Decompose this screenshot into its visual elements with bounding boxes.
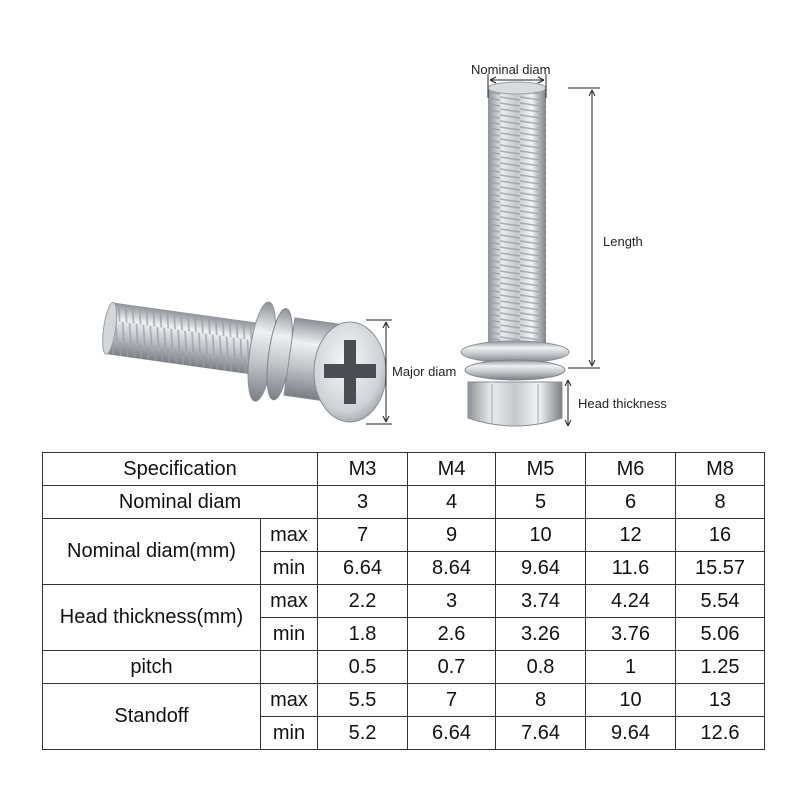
row-label: Nominal diam [43,486,318,519]
table-cell: 0.5 [318,651,408,684]
size-header: M6 [586,453,676,486]
table-cell: 7 [318,519,408,552]
table-cell: 9.64 [586,717,676,750]
table-cell: 12 [586,519,676,552]
table-header-row [43,453,765,486]
size-header: M3 [318,453,408,486]
table-cell: 16 [676,519,765,552]
row-label: Head thickness(mm) [43,585,261,651]
table-cell: 0.7 [408,651,496,684]
table-cell: 13 [676,684,765,717]
table-cell: 1.25 [676,651,765,684]
table-cell: 3.26 [496,618,586,651]
table-cell: 5.2 [318,717,408,750]
specification-header: Specification [43,453,318,486]
head-thickness-annotation: Head thickness [578,396,667,411]
table-cell: 5.54 [676,585,765,618]
table-cell: 10 [586,684,676,717]
row-label: Standoff [43,684,261,750]
table-cell: 9.64 [496,552,586,585]
table-cell: 3 [318,486,408,519]
table-row [43,519,765,552]
table-cell: 5 [496,486,586,519]
sub-label: min [261,618,318,651]
length-annotation: Length [603,234,643,249]
row-label: pitch [43,651,261,684]
table-cell: 1 [586,651,676,684]
table-cell: 0.8 [496,651,586,684]
major-diam-annotation: Major diam [392,364,457,379]
table-row [43,684,765,717]
table-cell: 3.76 [586,618,676,651]
table-cell: 6.64 [318,552,408,585]
table-cell: 4.24 [586,585,676,618]
sub-label: max [261,684,318,717]
size-header: M8 [676,453,765,486]
sub-label: min [261,552,318,585]
table-cell: 5.06 [676,618,765,651]
table-cell: 11.6 [586,552,676,585]
table-cell: 8 [496,684,586,717]
sub-label: min [261,717,318,750]
table-cell: 4 [408,486,496,519]
table-cell: 9 [408,519,496,552]
sub-label: max [261,585,318,618]
table-cell: 15.57 [676,552,765,585]
table-cell: 8 [676,486,765,519]
empty-cell [261,651,318,684]
row-label: Nominal diam(mm) [43,519,261,585]
size-header: M5 [496,453,586,486]
table-cell: 12.6 [676,717,765,750]
table-cell: 1.8 [318,618,408,651]
table-cell: 5.5 [318,684,408,717]
table-cell: 8.64 [408,552,496,585]
lying-screw [96,280,386,422]
table-cell: 3.74 [496,585,586,618]
table-row [43,585,765,618]
table-cell: 3 [408,585,496,618]
table-row [43,486,765,519]
sub-label: max [261,519,318,552]
table-cell: 7.64 [496,717,586,750]
table-cell: 10 [496,519,586,552]
table-cell: 2.2 [318,585,408,618]
table-cell: 6.64 [408,717,496,750]
table-cell: 7 [408,684,496,717]
table-cell: 2.6 [408,618,496,651]
nominal-diam-annotation: Nominal diam [471,62,551,77]
table-cell: 6 [586,486,676,519]
size-header: M4 [408,453,496,486]
table-row [43,651,765,684]
spec-table [42,452,765,750]
upright-screw [461,82,569,426]
